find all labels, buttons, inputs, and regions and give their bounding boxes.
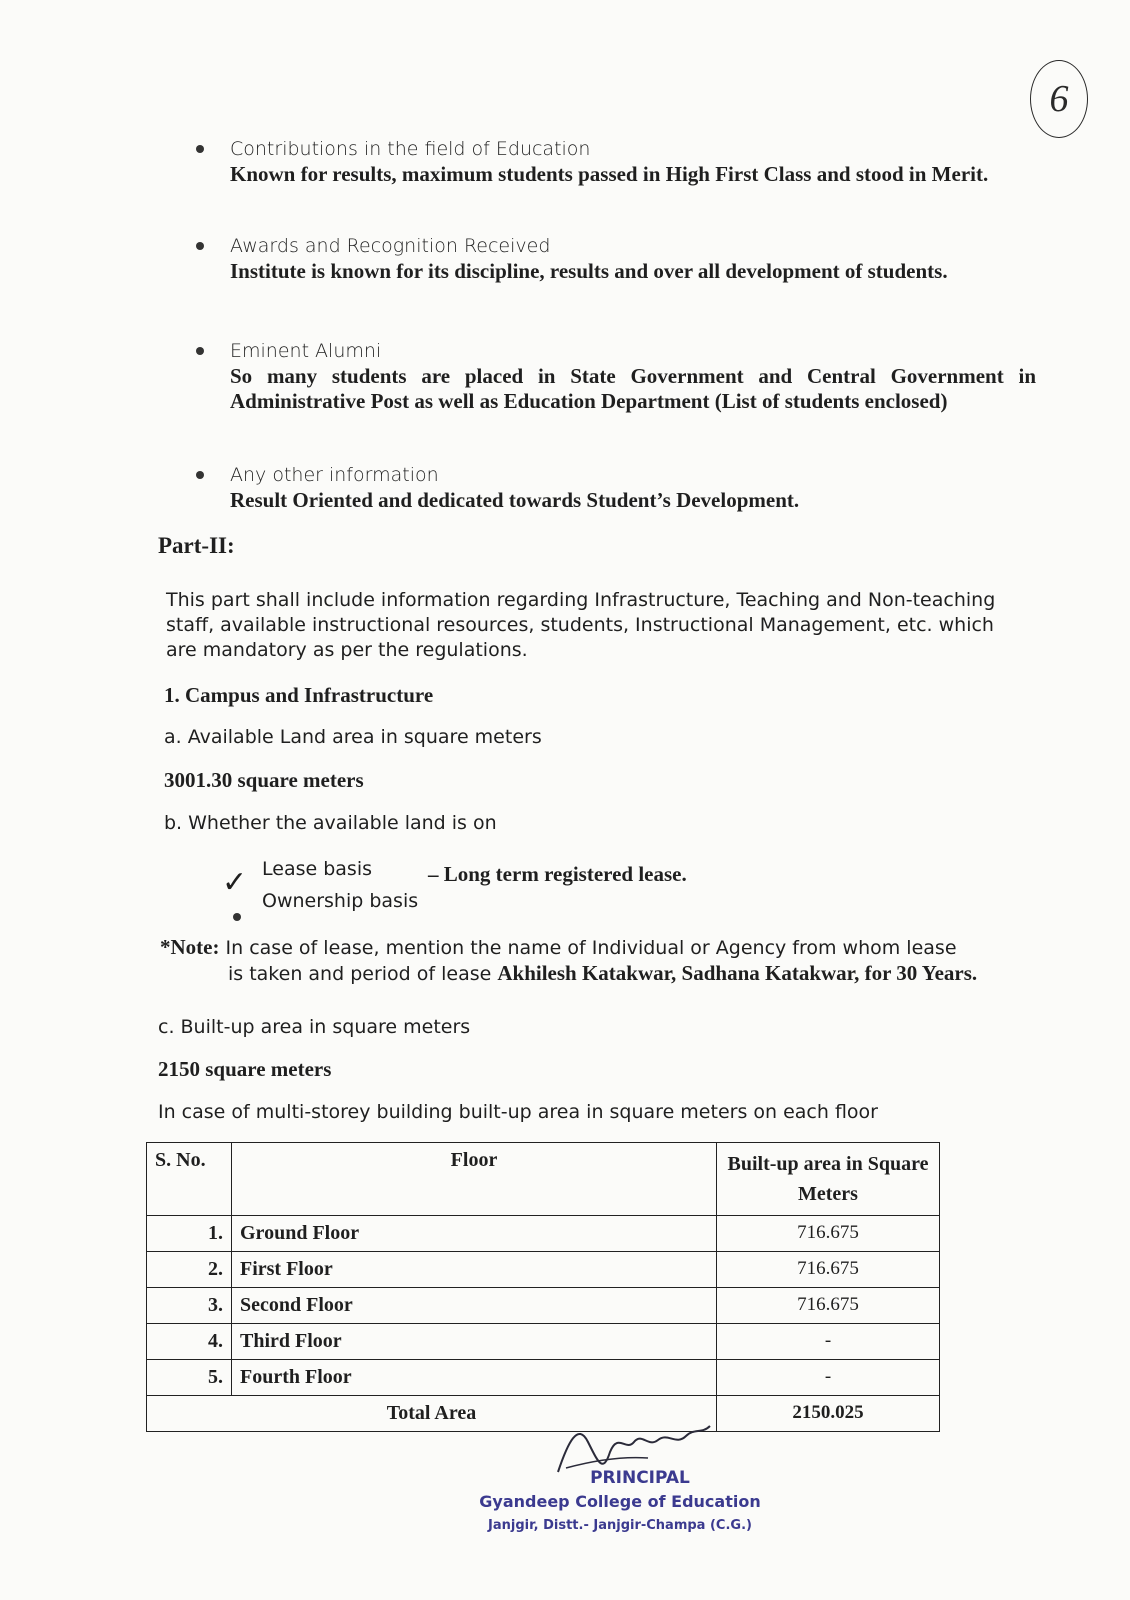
row-area: 716.675 — [717, 1252, 940, 1288]
table-row — [147, 1360, 940, 1396]
total-label: Total Area — [147, 1396, 717, 1432]
header-sno: S. No. — [147, 1143, 232, 1216]
checkmark-icon: ✓ — [222, 866, 248, 899]
table-row — [147, 1252, 940, 1288]
item-label: Awards and Recognition Received — [230, 235, 551, 257]
row-area: - — [717, 1324, 940, 1360]
row-floor: Second Floor — [232, 1288, 717, 1324]
row-sno: 1. — [147, 1216, 232, 1252]
principal-stamp — [440, 1466, 800, 1538]
builtup-label: c. Built-up area in square meters — [158, 1016, 471, 1038]
note-label: *Note: — [160, 935, 220, 959]
row-sno: 2. — [147, 1252, 232, 1288]
bullet-icon — [196, 471, 204, 479]
row-area: - — [717, 1360, 940, 1396]
header-floor: Floor — [232, 1143, 717, 1216]
item-answer: Known for results, maximum students passed in High First Class and stood in Merit. — [230, 162, 989, 186]
land-area-label: a. Available Land area in square meters — [164, 726, 542, 748]
row-floor: Ground Floor — [232, 1216, 717, 1252]
row-sno: 3. — [147, 1288, 232, 1324]
list-item — [196, 136, 1036, 187]
lease-detail: – Long term registered lease. — [428, 862, 687, 886]
stamp-title: PRINCIPAL — [590, 1468, 690, 1488]
land-area-value: 3001.30 square meters — [164, 768, 364, 792]
lessor-names: Akhilesh Katakwar, Sadhana Katakwar, for 30 Years. — [497, 961, 978, 985]
header-area: Built-up area in Square Meters — [717, 1143, 940, 1216]
stamp-address: Janjgir, Distt.- Janjgir-Champa (C.G.) — [488, 1518, 752, 1533]
table-header-row — [147, 1143, 940, 1216]
floor-area-table — [146, 1142, 940, 1432]
item-label: Contributions in the field of Education — [230, 138, 591, 160]
note-text-continued: is taken and period of lease — [228, 963, 492, 985]
list-item — [196, 233, 1036, 284]
table-caption: In case of multi-storey building built-up area in square meters on each floor — [158, 1101, 878, 1123]
row-sno: 4. — [147, 1324, 232, 1360]
table-row — [147, 1324, 940, 1360]
table-row — [147, 1216, 940, 1252]
bullet-icon — [196, 242, 204, 250]
item-label: Eminent Alumni — [230, 340, 382, 362]
part-intro: This part shall include information regarding Infrastructure, Teaching and Non-teaching staff, available instructional resources, students, Instructional Management, etc. which are mandatory as per the regulations. — [166, 589, 996, 661]
builtup-value: 2150 square meters — [158, 1057, 332, 1081]
item-answer: Result Oriented and dedicated towards Student’s Development. — [230, 488, 800, 512]
lease-option: Lease basis — [262, 858, 372, 880]
table-row — [147, 1288, 940, 1324]
item-answer: So many students are placed in State Government and Central Government in Administrative Post as well as Education Department (List of students enclosed) — [230, 364, 1036, 413]
row-floor: First Floor — [232, 1252, 717, 1288]
total-value: 2150.025 — [717, 1396, 940, 1432]
row-area: 716.675 — [717, 1216, 940, 1252]
item-answer: Institute is known for its discipline, results and over all development of students. — [230, 259, 948, 283]
land-basis-label: b. Whether the available land is on — [164, 812, 497, 834]
list-item — [196, 338, 1036, 414]
list-item — [196, 462, 1036, 513]
page-number: 6 — [1030, 60, 1088, 138]
row-floor: Fourth Floor — [232, 1360, 717, 1396]
ownership-option: Ownership basis — [262, 890, 419, 912]
item-label: Any other information — [230, 464, 439, 486]
stamp-college: Gyandeep College of Education — [479, 1492, 761, 1511]
row-area: 716.675 — [717, 1288, 940, 1324]
row-sno: 5. — [147, 1360, 232, 1396]
section-heading: 1. Campus and Infrastructure — [164, 683, 434, 707]
bullet-icon — [233, 913, 241, 921]
row-floor: Third Floor — [232, 1324, 717, 1360]
bullet-icon — [196, 145, 204, 153]
note-text: In case of lease, mention the name of Individual or Agency from whom lease — [225, 937, 957, 959]
table-total-row — [147, 1396, 940, 1432]
part-heading: Part-II: — [158, 533, 235, 558]
bullet-icon — [196, 347, 204, 355]
lease-note — [160, 935, 980, 987]
